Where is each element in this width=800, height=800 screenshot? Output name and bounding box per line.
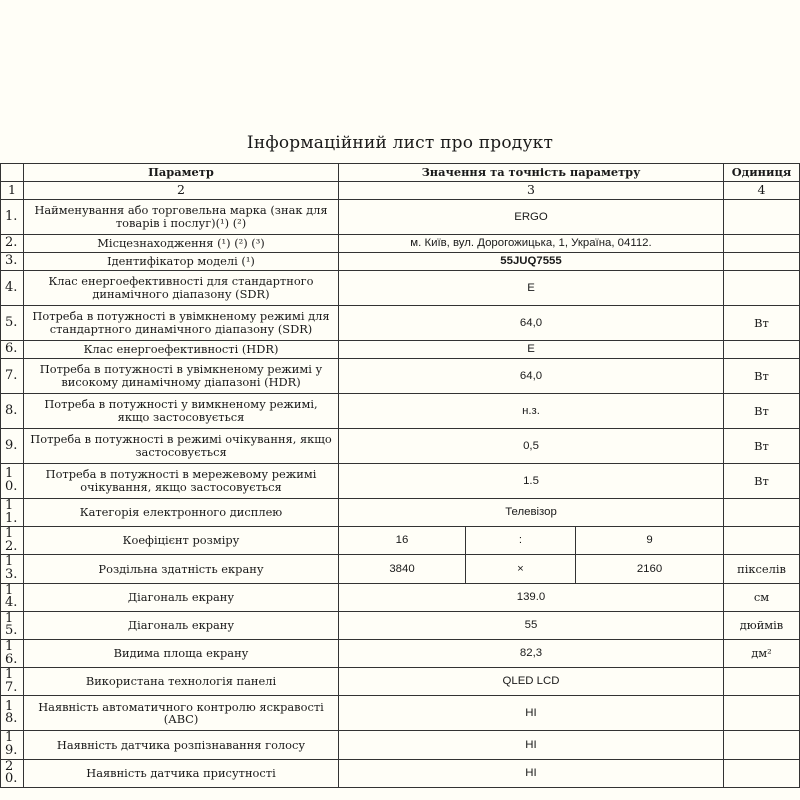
table-row <box>1 611 800 639</box>
row-parameter: Клас енергоефективності для стандартного динамічного діапазону (SDR) <box>24 271 339 306</box>
table-row <box>1 527 800 555</box>
row-parameter: Потреба в потужності в режимі очікування, якщо застосовується <box>24 429 339 464</box>
row-value: 55 <box>339 611 724 639</box>
row-number: 12. <box>1 527 24 555</box>
table-row <box>1 271 800 306</box>
row-unit: дюймів <box>724 611 800 639</box>
header-unit: Одиниця <box>724 164 800 182</box>
table-row <box>1 235 800 253</box>
row-number: 15. <box>1 611 24 639</box>
row-number: 9. <box>1 429 24 464</box>
row-value: м. Київ, вул. Дорогожицька, 1, Україна, 04112. <box>339 235 724 253</box>
row-unit: Вт <box>724 306 800 341</box>
table-row <box>1 696 800 731</box>
row-unit <box>724 759 800 787</box>
row-value: 64,0 <box>339 306 724 341</box>
row-number: 19. <box>1 731 24 759</box>
row-unit <box>724 200 800 235</box>
row-parameter: Використана технологія панелі <box>24 668 339 696</box>
row-value-b: 9 <box>576 527 724 555</box>
row-number: 17. <box>1 668 24 696</box>
col-index-unit: 4 <box>724 182 800 200</box>
table-row <box>1 555 800 583</box>
row-unit: Вт <box>724 464 800 499</box>
row-parameter: Потреба в потужності в увімкненому режимі для стандартного динамічного діапазону (SDR) <box>24 306 339 341</box>
row-unit: Вт <box>724 429 800 464</box>
col-index-parameter: 2 <box>24 182 339 200</box>
row-value: E <box>339 341 724 359</box>
page-title: Інформаційний лист про продукт <box>246 133 554 153</box>
row-value: НІ <box>339 731 724 759</box>
table-row <box>1 583 800 611</box>
row-number: 7. <box>1 359 24 394</box>
row-number: 11. <box>1 499 24 527</box>
row-parameter: Наявність датчика присутності <box>24 759 339 787</box>
row-value: 82,3 <box>339 639 724 667</box>
table-row <box>1 668 800 696</box>
row-number: 14. <box>1 583 24 611</box>
table-row <box>1 394 800 429</box>
header-parameter: Параметр <box>24 164 339 182</box>
row-unit <box>724 271 800 306</box>
row-unit: см <box>724 583 800 611</box>
row-parameter: Потреба в потужності в увімкненому режимі у високому динамічному діапазоні (HDR) <box>24 359 339 394</box>
row-number: 20. <box>1 759 24 787</box>
row-unit: пікселів <box>724 555 800 583</box>
table-row <box>1 306 800 341</box>
row-number: 4. <box>1 271 24 306</box>
row-value: 1.5 <box>339 464 724 499</box>
row-parameter: Місцезнаходження (¹) (²) (³) <box>24 235 339 253</box>
row-unit <box>724 235 800 253</box>
row-value: 139.0 <box>339 583 724 611</box>
row-value-separator: : <box>466 527 576 555</box>
row-unit <box>724 696 800 731</box>
table-row <box>1 359 800 394</box>
row-value: ERGO <box>339 200 724 235</box>
row-unit <box>724 499 800 527</box>
row-parameter: Наявність датчика розпізнавання голосу <box>24 731 339 759</box>
row-value: Телевізор <box>339 499 724 527</box>
column-index-row <box>1 182 800 200</box>
table-row <box>1 464 800 499</box>
header-row <box>1 164 800 182</box>
row-value: 0,5 <box>339 429 724 464</box>
row-number: 2. <box>1 235 24 253</box>
row-parameter: Потреба в потужності в мережевому режимі очікування, якщо застосовується <box>24 464 339 499</box>
row-value: QLED LCD <box>339 668 724 696</box>
col-index-number: 1 <box>1 182 24 200</box>
row-number: 5. <box>1 306 24 341</box>
row-unit <box>724 731 800 759</box>
row-value: 55JUQ7555 <box>339 253 724 271</box>
row-parameter: Видима площа екрану <box>24 639 339 667</box>
row-value: E <box>339 271 724 306</box>
row-unit: Вт <box>724 359 800 394</box>
row-unit: Вт <box>724 394 800 429</box>
table-row <box>1 759 800 787</box>
row-number: 8. <box>1 394 24 429</box>
product-info-table <box>0 163 800 788</box>
row-value-separator: × <box>466 555 576 583</box>
table-row <box>1 639 800 667</box>
row-number: 18. <box>1 696 24 731</box>
row-parameter: Коефіцієнт розміру <box>24 527 339 555</box>
row-number: 13. <box>1 555 24 583</box>
row-value: НІ <box>339 759 724 787</box>
row-number: 6. <box>1 341 24 359</box>
row-parameter: Діагональ екрану <box>24 583 339 611</box>
table-row <box>1 429 800 464</box>
table-row <box>1 731 800 759</box>
row-value-a: 16 <box>339 527 466 555</box>
row-parameter: Ідентифікатор моделі (¹) <box>24 253 339 271</box>
row-number: 1. <box>1 200 24 235</box>
row-parameter: Наявність автоматичного контролю яскравості (АВС) <box>24 696 339 731</box>
col-index-value: 3 <box>339 182 724 200</box>
row-unit: дм² <box>724 639 800 667</box>
row-parameter: Діагональ екрану <box>24 611 339 639</box>
row-parameter: Найменування або торговельна марка (знак для товарів і послуг)(¹) (²) <box>24 200 339 235</box>
row-value: н.з. <box>339 394 724 429</box>
table-row <box>1 341 800 359</box>
row-number: 16. <box>1 639 24 667</box>
row-unit <box>724 341 800 359</box>
row-number: 10. <box>1 464 24 499</box>
header-index <box>1 164 24 182</box>
row-parameter: Потреба в потужності у вимкненому режимі, якщо застосовується <box>24 394 339 429</box>
row-value-a: 3840 <box>339 555 466 583</box>
row-parameter: Роздільна здатність екрану <box>24 555 339 583</box>
table-row <box>1 200 800 235</box>
row-value: 64,0 <box>339 359 724 394</box>
row-parameter: Клас енергоефективності (HDR) <box>24 341 339 359</box>
row-value: НІ <box>339 696 724 731</box>
row-unit <box>724 527 800 555</box>
row-parameter: Категорія електронного дисплею <box>24 499 339 527</box>
row-value-b: 2160 <box>576 555 724 583</box>
header-value: Значення та точність параметру <box>339 164 724 182</box>
table-row <box>1 253 800 271</box>
row-number: 3. <box>1 253 24 271</box>
table-row <box>1 499 800 527</box>
row-unit <box>724 253 800 271</box>
row-unit <box>724 668 800 696</box>
